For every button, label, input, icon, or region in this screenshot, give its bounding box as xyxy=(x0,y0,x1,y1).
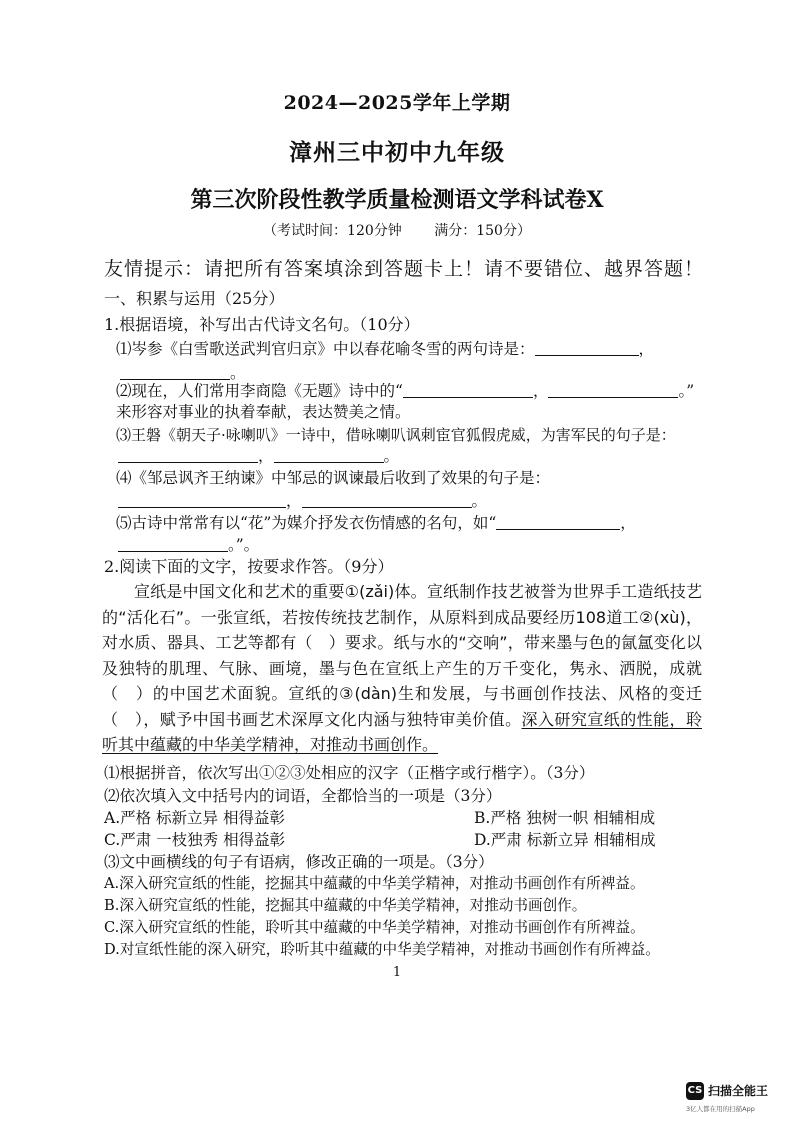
q2-sub-1: ⑴根据拼音，依次写出①②③处相应的汉字（正楷字或行楷字）。（3分） xyxy=(104,764,595,782)
answer-blank xyxy=(535,339,639,356)
option-c: C.严肃 一枝独秀 相得益彰 xyxy=(104,831,286,849)
q2-sub-3-option-b: B.深入研究宣纸的性能，挖掘其中蕴藏的中华美学精神，对推动书画创作。 xyxy=(104,897,587,914)
page-number: 1 xyxy=(392,965,402,980)
option-b: B.严格 独树一帜 相辅相成 xyxy=(474,809,656,827)
exam-score: 满分：150分） xyxy=(434,223,531,239)
option-a: A.严格 标新立异 相得益彰 xyxy=(104,809,285,827)
q1-part-5: ⑸古诗中常常有以“花”为媒介抒发衣伤情感的名句，如“ ， xyxy=(116,514,636,532)
scanner-tagline: 3亿人都在用的扫描App xyxy=(686,1105,755,1113)
q1-part-5-cont: 。”。 xyxy=(118,534,259,556)
scanner-app-name: 扫描全能王 xyxy=(708,1084,769,1098)
q2-sub-3: ⑶文中画横线的句子有语病，修改正确的一项是。（3分） xyxy=(104,853,494,871)
q1-part-1: ⑴岑参《白雪歌送武判官归京》中以春花喻冬雪的两句诗是： ， xyxy=(116,340,655,358)
reading-passage: 宣纸是中国文化和艺术的重要①(zǎi)体。宣纸制作技艺被誉为世界手工造纸技艺的“活化石”。一张宣纸，若按传统技艺制作，从原料到成品要经历108道工②(xù)，对水质、器具、工艺等都有（ ）要求。纸与水的“交响”，带来墨与色的氤氲变化以及独特的肌理、气脉、画境，墨与色在宣纸上产生的万千变化，隽永、洒脱，成就（ ）的中国艺术面貌。宣纸的③(dàn)生和发展，与书画创作技法、风格的变迁（ ），赋予中国书画艺术深厚文化内涵与独特审美价值。深入研究宣纸的性能，聆听其中蕴藏的中华美学精神，对推动书画创作。 xyxy=(102,582,702,754)
answer-blank xyxy=(118,446,258,463)
school-name: 漳州三中初中九年级 xyxy=(289,139,505,166)
answer-blank xyxy=(548,381,678,398)
q2-sub-2-options-row1 xyxy=(104,807,704,829)
scanner-logo-icon: CS xyxy=(686,1082,704,1100)
answer-blank xyxy=(403,381,533,398)
exam-time: （考试时间：120分钟 xyxy=(263,223,402,239)
answer-blank xyxy=(118,491,286,508)
exam-meta xyxy=(0,220,794,240)
year-line: 2024—2025学年上学期 xyxy=(283,92,511,114)
q1-part-3-cont: ， 。 xyxy=(118,445,399,467)
section-title: 一、积累与运用（25分） xyxy=(104,289,285,308)
q1-part-2-cont: 来形容对事业的执着奉献，表达赞美之情。 xyxy=(116,403,411,421)
answer-blank xyxy=(496,513,620,530)
underlined-sentence: 深入研究宣纸的性能，聆听其中蕴藏的中华美学精神，对推动书画创作。 xyxy=(102,709,702,754)
answer-blank xyxy=(120,363,230,380)
q1-part-3: ⑶王磐《朝天子·咏喇叭》一诗中，借咏喇叭讽刺宦官狐假虎威，为害军民的句子是： xyxy=(116,426,676,444)
q2-sub-2-options-row2 xyxy=(104,829,704,851)
question-2-stem: 2.阅读下面的文字，按要求作答。（9分） xyxy=(104,557,394,576)
exam-title: 第三次阶段性教学质量检测语文学科试卷X xyxy=(190,187,604,213)
q1-part-4: ⑷《邹忌讽齐王纳谏》中邹忌的讽谏最后收到了效果的句子是： xyxy=(116,469,551,487)
friendly-tip: 友情提示：请把所有答案填涂到答题卡上！请不要错位、越界答题！ xyxy=(104,258,705,280)
question-1-stem: 1.根据语境，补写出古代诗文名句。（10分） xyxy=(104,315,420,334)
scanner-watermark xyxy=(686,1082,794,1122)
q2-sub-3-option-d: D.对宣纸性能的深入研究，聆听其中蕴藏的中华美学精神，对推动书画创作有所裨益。 xyxy=(104,941,660,958)
answer-blank xyxy=(302,491,472,508)
answer-blank xyxy=(274,446,384,463)
option-d: D.严肃 标新立异 相辅相成 xyxy=(474,831,656,849)
q1-part-1-cont: 。 xyxy=(120,362,246,384)
q2-sub-3-option-c: C.深入研究宣纸的性能，聆听其中蕴藏的中华美学精神，对推动书画创作有所裨益。 xyxy=(104,919,645,936)
q1-part-2: ⑵现在，人们常用李商隐《无题》诗中的“ ， 。” xyxy=(116,382,695,400)
q2-sub-2: ⑵依次填入文中括号内的词语，全都恰当的一项是（3分） xyxy=(104,787,502,805)
q1-part-4-cont: ， 。 xyxy=(118,490,487,512)
q2-sub-3-option-a: A.深入研究宣纸的性能，挖掘其中蕴藏的中华美学精神，对推动书画创作有所裨益。 xyxy=(104,875,645,892)
answer-blank xyxy=(118,535,228,552)
